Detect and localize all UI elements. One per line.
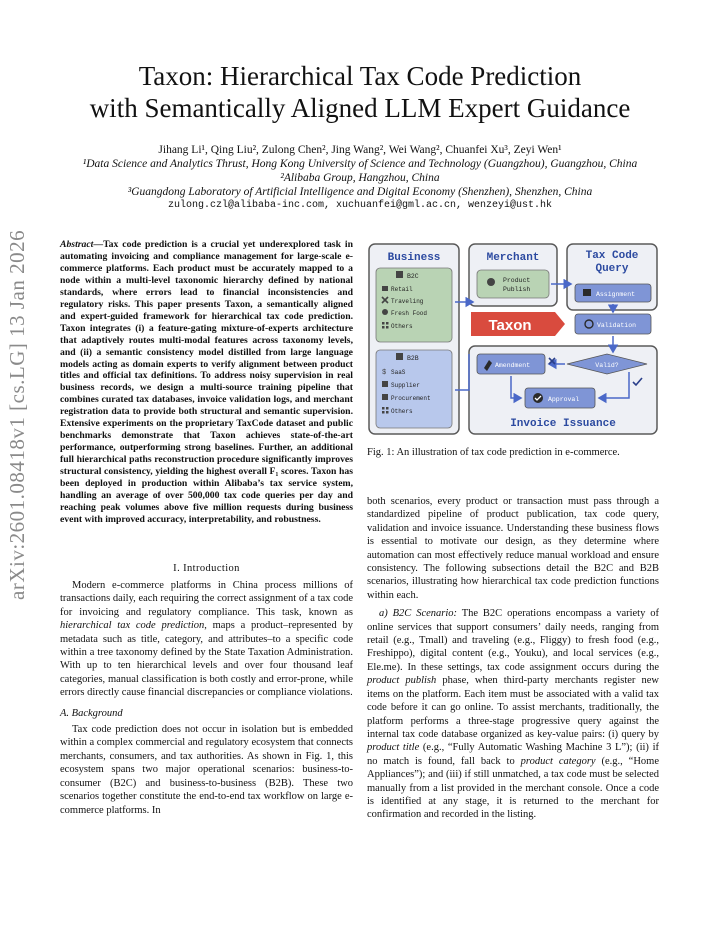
right-column	[367, 495, 659, 822]
b2b-icon	[396, 353, 403, 360]
b2c-icon	[396, 271, 403, 278]
fresh-food-icon	[382, 309, 388, 315]
affiliation-1: ¹Data Science and Analytics Thrust, Hong Kong University of Science and Technology (Guangzhou), Guangzhou, China	[82, 158, 638, 170]
merchant-header: Merchant	[486, 252, 540, 264]
intro-paragraph-1: Modern e-commerce platforms in China process millions of transactions daily, each requiring the correct assignment of a tax code for invoicing and regulatory compliance. This task, known as hierarchical tax code prediction, maps a product–represented by metadata such as title, category, and attributes–to a specific code within a tree taxonomy defined by the State Taxation Administration. With up to ten hierarchical levels and over four thousand leaf categories, manual classification is both costly and error-prone, while errors directly cause financial discrepancies or compliance violations.	[60, 580, 353, 699]
b2c-item-others: Others	[391, 323, 413, 330]
amendment-label: Amendment	[495, 362, 531, 369]
approval-label: Approval	[548, 396, 580, 403]
b2c-item-retail: Retail	[391, 286, 413, 293]
title-line-2: with Semantically Aligned LLM Expert Guidance	[89, 93, 631, 123]
intro-paragraph-2: Tax code prediction does not occur in isolation but is embedded within a complex commercial and regulatory ecosystem that connects merchants, consumers, and tax authorities. As shown in Fig. 1, this ecosystem spans two major operational scenarios: business-to-consumer (B2C) and business-to-business (B2B). These two scenarios together constitute the end-to-end tax workflow on large e-commerce platforms. In	[60, 724, 353, 816]
saas-icon: $	[382, 369, 387, 377]
b2b-item-others: Others	[391, 408, 413, 415]
business-header: Business	[387, 252, 441, 264]
tax-code-query-header-1: Tax Code	[585, 250, 639, 262]
abstract-text: —Tax code prediction is a crucial yet underexplored task in automating invoicing and compliance management for large-scale e-commerce platforms. Each product must be accurately mapped to a node within a multi-level taxonomic hierarchy defined by national standards, where errors lead to financial inconsistencies and regulatory risks. This paper presents Taxon, a semantically aligned and expert-guided framework for hierarchical tax code prediction. Taxon integrates (i) a feature-gating mixture-of-experts architecture that adaptively routes multi-modal features across taxonomy levels, and (ii) a semantic consistency model distilled from large language models acting as domain experts to verify alignment between product titles and official tax definitions. To address noisy supervision in real business records, we design a multi-source training pipeline that combines curated tax databases, invoice validation logs, and merchant registration data to provide both structural and semantic supervision. Extensive experiments on the proprietary TaxCode dataset and public benchmarks demonstrate that Taxon achieves state-of-the-art performance, outperforming strong baselines. Further, an additional full hierarchical paths reconstruction procedure significantly improves structural consistency, yielding the highest overall F₁ scores. Taxon has been deployed in production within Alibaba’s tax service system, handling an average of over 500,000 tax code queries per day and reaching peak volumes above five million requests during business event with improved accuracy, interpretability, and robustness.	[60, 239, 353, 525]
author-emails: zulong.czl@alibaba-inc.com, xuchuanfei@gml.ac.cn, wenzeyi@ust.hk	[167, 200, 553, 211]
valid-label: Valid?	[595, 362, 619, 369]
affiliation-2: ²Alibaba Group, Hangzhou, China	[280, 172, 440, 184]
section-heading-introduction: I. Introduction	[173, 563, 240, 574]
b2b-label: B2B	[407, 355, 419, 362]
product-publish-label-2: Publish	[503, 286, 531, 293]
approval-icon	[533, 393, 543, 403]
b2b-item-procurement: Procurement	[391, 395, 431, 402]
supplier-icon	[382, 381, 388, 387]
paper-title	[60, 60, 660, 124]
author-list: Jihang Li¹, Qing Liu², Zulong Chen², Jing Wang², Wei Wang², Chuanfei Xu³, Zeyi Wen¹	[158, 144, 562, 156]
subsection-heading-background: A. Background	[60, 707, 123, 719]
right-paragraph-2: a) B2C Scenario: The B2C operations encompass a variety of online services that support consumers’ daily needs, ranging from retail (e.g., Tmall) and traveling (e.g., Fliggy) to fresh food (e.g., Freshippo), digital content (e.g., Youku), and local services (e.g., Ele.me). In these settings, tax code assignment occurs during the product publish phase, when third-party merchants register new items on the platform. Each item must be associated with a valid tax code before it can go online. To assist merchants, traditionally, the platform performs a three-stage progressive query against the internal tax code database organized as key-value pairs: (i) query by product title (e.g., “Fully Automatic Washing Machine 3 L”); (ii) if no match is found, fall back to product category (e.g., “Home Appliances”); and (iii) if still unmatched, a tax code must be selected manually from a list provided in the merchant console. Once a code is identified at any stage, it is returned to the merchant for confirmation and recorded in the listing.	[367, 608, 659, 821]
figure-1-caption: Fig. 1: An illustration of tax code prediction in e-commerce.	[367, 447, 620, 458]
intro-column	[60, 579, 353, 817]
product-publish-label-1: Product	[503, 277, 531, 284]
abstract-lead: Abstract	[60, 239, 94, 250]
affiliation-3: ³Guangdong Laboratory of Artificial Intelligence and Digital Economy (Shenzhen), Shenzhen, China	[127, 186, 593, 198]
assignment-icon	[583, 289, 591, 296]
right-paragraph-1: both scenarios, every product or transaction must pass through a standardized pipeline of product publication, tax code query, validation and invoice issuance. Understanding these business flows is essential to motivate our design, as they determine where automation can most effectively reduce manual workload and ensure consistency. The following subsections detail the B2C and B2B scenarios, illustrating how hierarchical tax code prediction functions within each.	[367, 496, 659, 601]
title-line-1: Taxon: Hierarchical Tax Code Prediction	[138, 61, 582, 91]
procurement-icon	[382, 394, 388, 400]
abstract	[60, 239, 353, 526]
author-block	[40, 143, 680, 213]
b2b-item-supplier: Supplier	[391, 382, 420, 389]
b2c-item-traveling: Traveling	[391, 298, 424, 305]
merchant-icon	[487, 278, 495, 286]
figure-1-diagram	[367, 240, 659, 440]
arxiv-identifier: arXiv:2601.08418v1 [cs.LG] 13 Jan 2026	[5, 229, 29, 600]
b2c-label: B2C	[407, 273, 419, 280]
validation-label: Validation	[597, 322, 637, 329]
b2c-item-fresh-food: Fresh Food	[391, 310, 428, 317]
b2b-item-saas: SaaS	[391, 369, 406, 376]
taxon-label: Taxon	[488, 317, 532, 334]
invoice-issuance-header: Invoice Issuance	[510, 418, 616, 430]
figure-1	[367, 240, 659, 440]
tax-code-query-header-2: Query	[595, 263, 629, 275]
assignment-label: Assignment	[596, 291, 636, 298]
retail-icon	[382, 286, 388, 291]
